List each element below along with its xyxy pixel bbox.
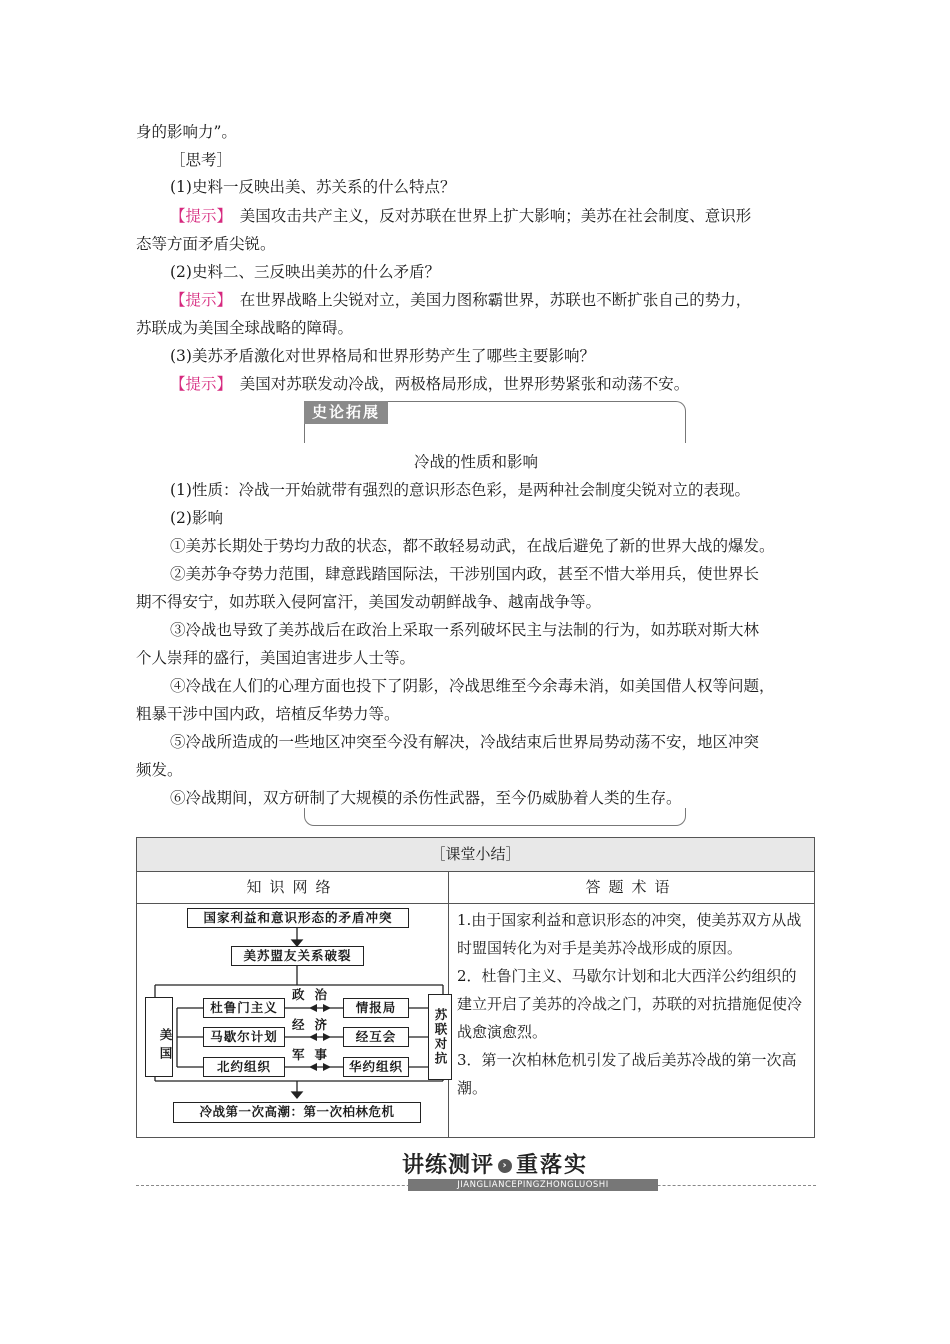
impact-item-cont: 个人崇拜的盛行，美国迫害进步人士等。 — [136, 649, 416, 667]
impact-item-cont: 粗暴干涉中国内政，培植反华势力等。 — [136, 705, 400, 723]
summary-table — [136, 837, 815, 1138]
footer-pinyin: JIANGLIANCEPINGZHONGLUOSHI — [408, 1179, 658, 1191]
question-2: (2)史料二、三反映出美苏的什么矛盾？ — [170, 263, 440, 281]
answer-2: 【提示】 在世界战略上尖锐对立，美国力图称霸世界，苏联也不断扩张自己的势力， — [170, 291, 752, 309]
diagram-warsaw-box: 华约组织 — [343, 1057, 409, 1077]
term-item: 3．第一次柏林危机引发了战后美苏冷战的第一次高潮。 — [457, 1051, 797, 1097]
impact-item: ④冷战在人们的心理方面也投下了阴影，冷战思维至今余毒未消，如美国借人权等问题， — [170, 677, 775, 695]
diagram-us-box: 美国 — [145, 997, 173, 1077]
impact-heading: (2)影响 — [170, 509, 223, 527]
text-line: 身的影响力”。 — [136, 123, 237, 141]
footer-heading: 讲练测评 › 重落实 — [402, 1153, 589, 1178]
impact-item-cont: 频发。 — [136, 761, 183, 779]
impact-item: ⑥冷战期间，双方研制了大规模的杀伤性武器，至今仍威胁着人类的生存。 — [170, 789, 682, 807]
col-knowledge-network: 知识网络 — [137, 871, 448, 904]
diagram-root-box: 国家利益和意识形态的矛盾冲突 — [187, 908, 409, 928]
question-1: (1)史料一反映出美、苏关系的什么特点？ — [170, 178, 456, 196]
answer-2-cont: 苏联成为美国全球战略的障碍。 — [136, 319, 354, 337]
knowledge-diagram — [137, 904, 448, 1137]
term-item: 1.由于国家利益和意识形态的冲突，使美苏双方从战时盟国转化为对手是美苏冷战形成的原因。 — [457, 911, 802, 957]
diagram-comecon-box: 经互会 — [343, 1027, 409, 1047]
answer-1: 【提示】 美国攻击共产主义，反对苏联在世界上扩大影响；美苏在社会制度、意识形 — [170, 207, 752, 225]
impact-item: ③冷战也导致了美苏战后在政治上采取一系列破坏民主与法制的行为，如苏联对斯大林 — [170, 621, 760, 639]
section-banner: 史论拓展 — [304, 401, 388, 424]
diagram-label-military: 军事 — [292, 1047, 338, 1062]
section-frame-bottom — [304, 808, 686, 826]
answer-terms — [457, 906, 807, 1102]
diagram-rupture-box: 美苏盟友关系破裂 — [231, 946, 364, 966]
diagram-cominform-box: 情报局 — [343, 998, 409, 1018]
col-answer-terms: 答题术语 — [449, 871, 814, 904]
impact-item-cont: 期不得安宁，如苏联入侵阿富汗，美国发动朝鲜战争、越南战争等。 — [136, 593, 602, 611]
question-3: (3)美苏矛盾激化对世界格局和世界形势产生了哪些主要影响？ — [170, 347, 595, 365]
hint-label: 【提示】 — [170, 375, 225, 393]
chevron-circle-icon: › — [498, 1159, 512, 1173]
hint-label: 【提示】 — [170, 207, 225, 225]
summary-title: ［课堂小结］ — [137, 838, 814, 872]
answer-3: 【提示】 美国对苏联发动冷战，两极格局形成，世界形势紧张和动荡不安。 — [170, 375, 690, 393]
diagram-truman-box: 杜鲁门主义 — [203, 998, 285, 1018]
diagram-nato-box: 北约组织 — [203, 1057, 285, 1077]
diagram-label-politics: 政治 — [292, 987, 338, 1002]
think-heading: ［思考］ — [170, 151, 233, 169]
diagram-soviet-box: 苏联对抗 — [428, 994, 452, 1080]
answer-1-cont: 态等方面矛盾尖锐。 — [136, 235, 276, 253]
term-item: 2．杜鲁门主义、马歇尔计划和北大西洋公约组织的建立开启了美苏的冷战之门，苏联的对抗措施促使冷战愈演愈烈。 — [457, 967, 803, 1041]
hint-label: 【提示】 — [170, 291, 225, 309]
diagram-berlin-box: 冷战第一次高潮：第一次柏林危机 — [173, 1102, 421, 1123]
diagram-marshall-box: 马歇尔计划 — [203, 1027, 285, 1047]
impact-item: ②美苏争夺势力范围，肆意践踏国际法，干涉别国内政，甚至不惜大举用兵，使世界长 — [170, 565, 760, 583]
nature-paragraph: (1)性质：冷战一开始就带有强烈的意识形态色彩，是两种社会制度尖锐对立的表现。 — [170, 481, 750, 499]
section-topic: 冷战的性质和影响 — [413, 453, 538, 471]
impact-item: ①美苏长期处于势均力敌的状态，都不敢轻易动武，在战后避免了新的世界大战的爆发。 — [170, 537, 775, 555]
impact-item: ⑤冷战所造成的一些地区冲突至今没有解决，冷战结束后世界局势动荡不安，地区冲突 — [170, 733, 760, 751]
diagram-label-economy: 经济 — [292, 1017, 338, 1032]
